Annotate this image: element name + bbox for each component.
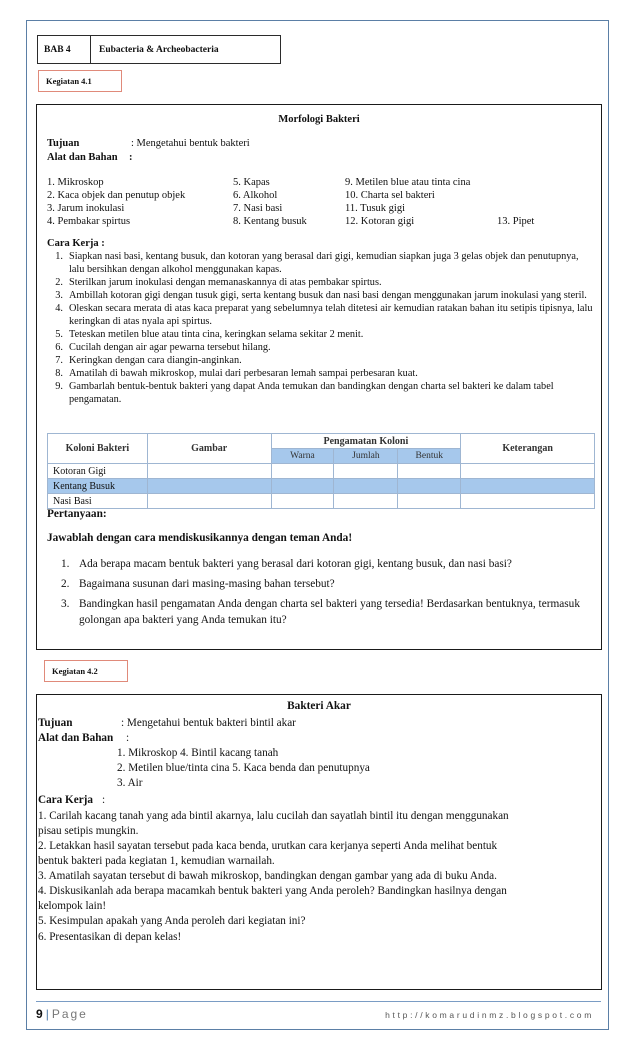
table-cell[interactable] [147, 464, 271, 479]
list-item: 4. Oleskan secara merata di atas kaca preparat yang sebelumnya telah ditetesi air kemudian ratakan bahan itu setipis tipisnya, lalu keringkan di atas nyala api spirtus. [55, 303, 593, 327]
column-header: Gambar [147, 434, 271, 464]
material-item: 13. Pipet [497, 216, 535, 227]
activity2-label-box [44, 660, 128, 682]
material-item: 6. Alkohol [233, 190, 278, 201]
table-cell[interactable] [334, 494, 398, 509]
activity2-cara-label: Cara Kerja [38, 794, 93, 806]
activity1-steps [47, 250, 593, 406]
activity1-title: Morfologi Bakteri [278, 114, 360, 125]
material-item: 1. Mikroskop 4. Bintil kacang tanah [117, 747, 279, 759]
activity2-step-line: 1. Carilah kacang tanah yang ada bintil akarnya, lalu cucilah dan sayatlah bintil itu dengan menggunakan [38, 810, 509, 822]
table-cell[interactable] [398, 479, 461, 494]
activity2-step-line: pisau setipis mungkin. [38, 825, 139, 837]
chapter-tag [37, 35, 91, 64]
activity1-alat-label: Alat dan Bahan [47, 152, 118, 163]
table-cell[interactable] [398, 494, 461, 509]
chapter-title-tag [90, 35, 281, 64]
list-item: 1. Ada berapa macam bentuk bakteri yang berasal dari kotoran gigi, kentang busuk, dan nasi basi? [61, 558, 512, 570]
page-separator: | [45, 1007, 49, 1021]
list-item: 3. Bandingkan hasil pengamatan Anda dengan charta sel bakteri yang tersedia! Berdasarkan bentuknya, termasuk golongan apa bakteri yang Anda temukan itu? [61, 598, 580, 626]
table-cell[interactable] [461, 479, 595, 494]
list-item: 2. Bagaimana susunan dari masing-masing bahan tersebut? [61, 578, 335, 590]
footer-divider [36, 1001, 601, 1002]
page-word: Page [51, 1007, 88, 1021]
table-cell[interactable] [271, 464, 334, 479]
activity2-tujuan-label: Tujuan [38, 717, 73, 729]
activity1-cara-label: Cara Kerja : [47, 238, 105, 249]
material-item: 7. Nasi basi [233, 203, 283, 214]
activity2-title: Bakteri Akar [287, 700, 351, 712]
table-cell: Kentang Busuk [48, 479, 148, 494]
list-item: 3. Ambillah kotoran gigi dengan tusuk gigi, serta kentang busuk dan nasi basi dengan menggunakan jarum inokulasi yang steril. [55, 290, 587, 301]
material-item: 4. Pembakar spirtus [47, 216, 131, 227]
list-item: 2. Sterilkan jarum inokulasi dengan memanaskannya di atas pembakar spirtus. [55, 277, 382, 288]
table-row [48, 479, 595, 494]
list-item: 7. Keringkan dengan cara diangin-anginkan. [55, 355, 242, 366]
material-item: 8. Kentang busuk [233, 216, 307, 227]
chapter-title: Eubacteria & Archeobacteria [99, 44, 219, 55]
activity1-label: Kegiatan 4.1 [46, 76, 92, 86]
chapter-number: BAB 4 [44, 44, 71, 55]
page-number [36, 1007, 88, 1021]
table-cell[interactable] [147, 494, 271, 509]
material-item: 9. Metilen blue atau tinta cina [345, 177, 471, 188]
activity2-step-line: 4. Diskusikanlah ada berapa macamkah bentuk bakteri yang Anda peroleh? Bandingkan hasilnya dengan [38, 885, 507, 897]
activity1-instruction: Jawablah dengan cara mendiskusikannya dengan teman Anda! [47, 532, 353, 544]
activity2-alat-label: Alat dan Bahan [38, 732, 114, 744]
activity1-tujuan-value: : Mengetahui bentuk bakteri [131, 138, 250, 149]
list-item: 6. Cucilah dengan air agar pewarna tersebut hilang. [55, 342, 271, 353]
table-cell[interactable] [334, 464, 398, 479]
material-item: 11. Tusuk gigi [345, 203, 406, 214]
column-header: Keterangan [461, 434, 595, 464]
activity2-step-line: 3. Amatilah sayatan tersebut di bawah mikroskop, bandingkan dengan gambar yang ada di buku Anda. [38, 870, 497, 882]
column-header: Jumlah [334, 449, 398, 464]
column-header: Bentuk [398, 449, 461, 464]
activity2-step-line: kelompok lain! [38, 900, 107, 912]
activity1-alat-colon: : [129, 152, 133, 163]
activity2-label: Kegiatan 4.2 [52, 666, 98, 676]
list-item: 1. Siapkan nasi basi, kentang busuk, dan kotoran yang berasal dari gigi, kemudian siapkan juga 3 gelas objek dan penutupnya, lalu bersihkan dengan alkohol menggunakan kapas. [55, 251, 579, 275]
list-item: 5. Teteskan metilen blue atau tinta cina, keringkan selama sekitar 2 menit. [55, 329, 364, 340]
table-row [48, 464, 595, 479]
activity1-label-box [38, 70, 122, 92]
page-number-value: 9 [36, 1007, 43, 1021]
activity2-step-line: 2. Letakkan hasil sayatan tersebut pada kaca benda, urutkan cara kerjanya seperti Anda melihat bentuk [38, 840, 498, 852]
material-item: 3. Jarum inokulasi [47, 203, 125, 214]
activity1-pertanyaan-label: Pertanyaan: [47, 508, 107, 520]
material-item: 2. Kaca objek dan penutup objek [47, 190, 186, 201]
list-item: 8. Amatilah di bawah mikroskop, mulai dari perbesaran lemah sampai perbesaran kuat. [55, 368, 418, 379]
table-cell: Nasi Basi [48, 494, 148, 509]
activity2-step-line: 6. Presentasikan di depan kelas! [38, 931, 182, 943]
activity2-tujuan-value: : Mengetahui bentuk bakteri bintil akar [121, 717, 296, 729]
column-header: Pengamatan Koloni [271, 434, 461, 449]
activity2-step-line: bentuk bakteri pada kegiatan 1, kemudian warnailah. [38, 855, 275, 867]
table-cell[interactable] [398, 464, 461, 479]
column-header: Koloni Bakteri [48, 434, 148, 464]
material-item: 2. Metilen blue/tinta cina 5. Kaca benda dan penutupnya [117, 762, 370, 774]
table-cell: Kotoran Gigi [48, 464, 148, 479]
material-item: 10. Charta sel bakteri [345, 190, 435, 201]
activity2-step-line: 5. Kesimpulan apakah yang Anda peroleh dari kegiatan ini? [38, 915, 306, 927]
material-item: 3. Air [117, 777, 143, 789]
activity2-cara-colon: : [102, 794, 106, 806]
list-item: 9. Gambarlah bentuk-bentuk bakteri yang dapat Anda temukan dan bandingkan dengan charta sel bakteri ke dalam tabel pengamatan. [55, 381, 554, 405]
table-row [48, 494, 595, 509]
table-cell[interactable] [461, 464, 595, 479]
material-item: 12. Kotoran gigi [345, 216, 415, 227]
material-item: 5. Kapas [233, 177, 270, 188]
activity2-alat-colon: : [126, 732, 130, 744]
activity1-questions [47, 556, 587, 628]
observation-table [47, 433, 595, 509]
column-header: Warna [271, 449, 334, 464]
activity1-tujuan-label: Tujuan [47, 138, 80, 149]
table-cell[interactable] [334, 479, 398, 494]
table-cell[interactable] [147, 479, 271, 494]
footer-url[interactable]: http://komarudinmz.blogspot.com [385, 1010, 594, 1020]
table-cell[interactable] [461, 494, 595, 509]
table-cell[interactable] [271, 479, 334, 494]
material-item: 1. Mikroskop [47, 177, 104, 188]
table-cell[interactable] [271, 494, 334, 509]
